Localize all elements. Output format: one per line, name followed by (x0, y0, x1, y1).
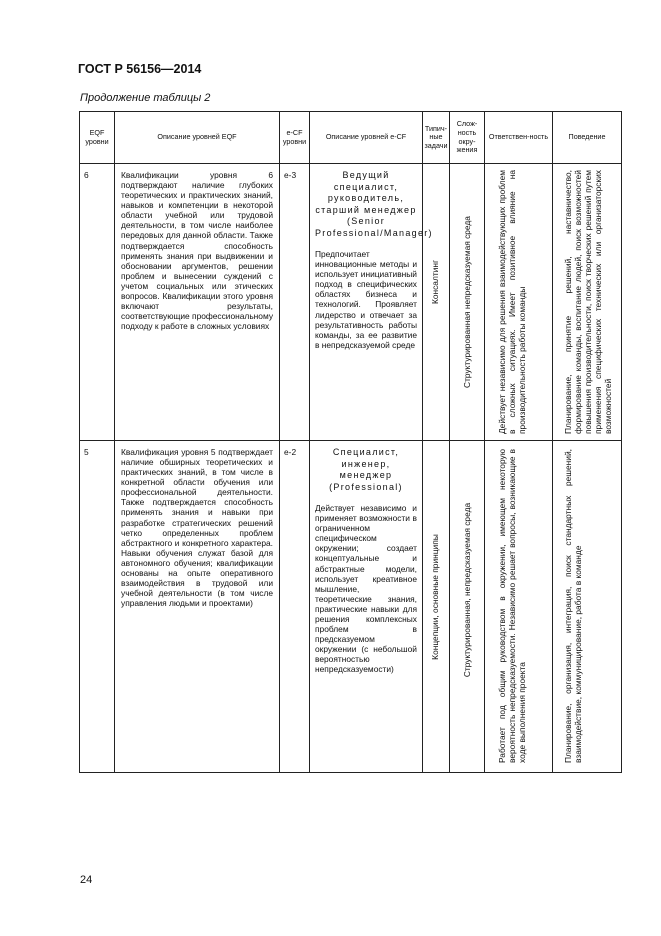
eqf-level-cell: 5 (80, 441, 115, 773)
page-number: 24 (80, 874, 93, 886)
complexity-cell (450, 441, 485, 773)
ecf-description-cell (310, 164, 433, 441)
col-ecf-level: e-CF уровни (280, 112, 310, 164)
eqf-description-cell: Квалификации уровня 6 подтверждают наличие глубоких теоретических и практических знаний, навыков и компетенции в некоторой области учебной или трудовой деятельности, в том числе наиболее передовых для данной области. Также подтверждается способность применять знания при выдвижении и обосновании аргументов, решении проблем и вынесении суждений с учетом социальных или этических вопросов. Квалификации этого уровня включают результаты, соответствующие профессиональному подходу к работе в сложных условиях (115, 164, 280, 441)
table-continuation-caption: Продолжение таблицы 2 (80, 92, 211, 104)
table-row (80, 441, 622, 773)
ecf-description-text: Предпочитает инновационные методы и использует инициативный подход в специфических областях бизнеса и технологий. Проявляет лидерство и отвечает за результативность работы команды, за ее развитие в непредсказуемой среде (315, 249, 417, 350)
ecf-level-cell: e-2 (280, 441, 310, 773)
typical-tasks-cell (423, 164, 450, 441)
responsibility-cell (485, 441, 553, 773)
eqf-description-cell: Квалификация уровня 5 подтверждает наличие обширных теоретических и практических знаний, в том числе в конкретной области обучения или профессиональной деятельности. Также подтверждается способность применять знания и навыки при разработке стратегических решений четко определенных проблем абстрактного и конкретного характера. Навыки обучения служат базой для автономного обучения; квалификации основаны на опыте оперативного взаимодействия в трудовой или учебной деятельности (в том числе управления людьми и проектами) (115, 441, 280, 773)
complexity-text: Структурированная непредсказуемая среда (462, 216, 472, 388)
col-complexity: Слож-ность окру-жения (450, 112, 485, 164)
responsibility-text: Работает под общим руководством в окружении, имеющем некоторую вероятность непредсказуемости. Независимо решает вопросы, возникающие в ходе выполнения проекта (497, 449, 528, 763)
complexity-text: Структурированная, непредсказуемая среда (462, 502, 472, 678)
col-responsibility: Ответствен-ность (485, 112, 553, 164)
complexity-cell (450, 164, 485, 441)
col-behavior: Поведение (553, 112, 622, 164)
standard-number: ГОСТ Р 56156—2014 (78, 62, 202, 76)
eqf-level-cell: 6 (80, 164, 115, 441)
ecf-level-name: Специалист, инженер, менеджер (Professional) (329, 447, 403, 492)
col-eqf-description: Описание уровней EQF (115, 112, 280, 164)
ecf-level-name: Ведущий специалист, руководитель, старший менеджер (Senior Professional/Manager) (315, 170, 433, 238)
responsibility-text: Действует независимо для решения взаимодействующих проблем в сложных ситуациях. Имеет позитивное влияние на производительность работы команды (497, 170, 528, 434)
ecf-description-cell (310, 441, 423, 773)
behavior-text: Планирование, организация, интеграция, поиск стандартных решений, взаимодействие, коммуницирование, работа в команде (563, 449, 584, 763)
qualification-table (79, 111, 622, 773)
behavior-cell (553, 164, 622, 441)
responsibility-cell (485, 164, 553, 441)
col-typical-tasks: Типич-ные задачи (423, 112, 450, 164)
col-eqf-level: EQF уровни (80, 112, 115, 164)
table-row (80, 164, 622, 441)
ecf-level-cell: e-3 (280, 164, 310, 441)
table-header-row (80, 112, 622, 164)
behavior-cell (553, 441, 622, 773)
behavior-text: Планирование, принятие решений, наставничество, формирование команды, воспитание людей, поиск возможностей повышения производительности, поиск творческих решений путем применения специфических технических или организаторских возможностей (563, 170, 614, 434)
typical-tasks-text: Консалтинг (430, 259, 440, 305)
typical-tasks-cell (423, 441, 450, 773)
col-ecf-description: Описание уровней e-CF (310, 112, 423, 164)
ecf-description-text: Действует независимо и применяет возможности в ограниченном специфическом окружении; создает концептуальные и абстрактные модели, использует креативное мышление, теоретические знания, практические навыки для решения комплексных проблем в предсказуемом окружении (с небольшой вероятностью непредсказуемости) (315, 503, 417, 675)
typical-tasks-text: Концепции, основные принципы (430, 534, 440, 660)
